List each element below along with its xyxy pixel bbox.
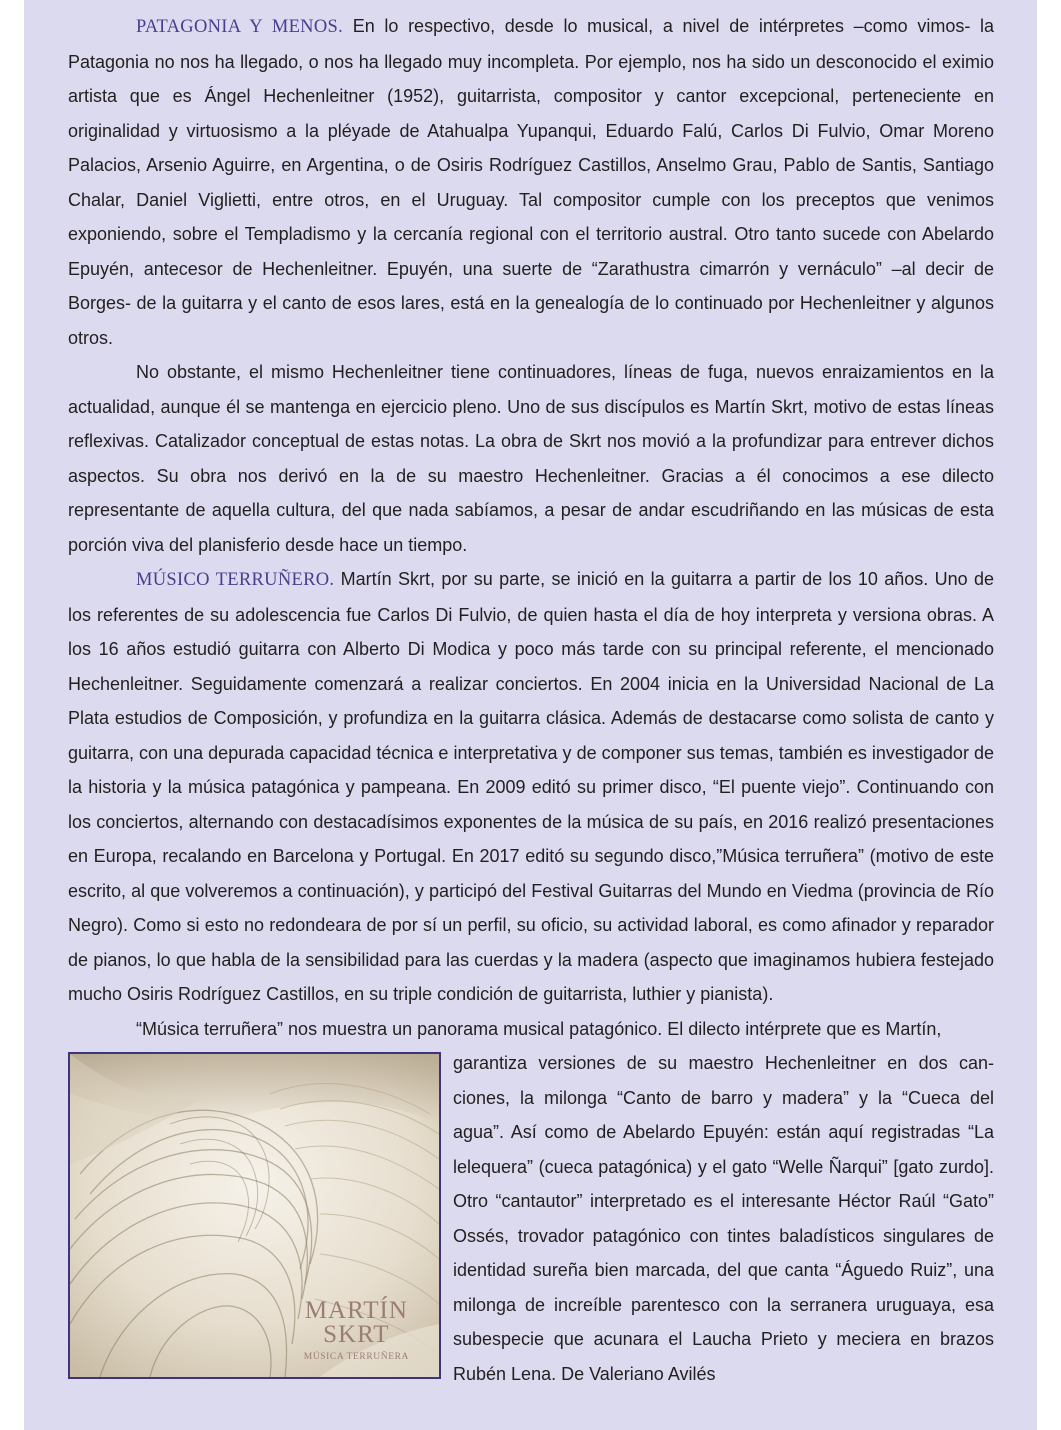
paragraph-musico-terrunero-text: Martín Skrt, por su parte, se inició en la guitarra a partir de los 10 años. Uno de los referentes de su adolescencia fue Carlos Di Fulvio, de quien hasta el día de hoy interpreta y versiona obras. A los 16 años estudió guitarra con Alberto Di Modica y poco más tarde con su principal referente, el mencionado Hechenleitner. Seguidamente comenzará a realizar conciertos. En 2004 inicia en la Universidad Nacional de La Plata estudios de Composición, y profundiza en la guitarra clásica. Además de destacarse como solista de canto y guitarra, con una depurada capacidad técnica e interpretativa y de componer sus temas, también es investigador de la historia y la música patagónica y pampeana. En 2009 editó su primer disco, “El puente viejo”. Continuando con los conciertos, alternando con destacadísimos exponentes de la música de su país, en 2016 realizó presentaciones en Europa, recalando en Barcelona y Portugal. En 2017 editó su segundo disco,”Música terruñera” (motivo de este escrito, al que volveremos a continuación), y participó del Festival Guitarras del Mundo en Viedma (provincia de Río Negro). Como si esto no redondeara de por sí un perfil, su oficio, su actividad laboral, es como afinador y reparador de pianos, lo que habla de la sensibilidad para las cuerdas y la madera (aspecto que imaginamos hubiera festejado mucho Osiris Rodríguez Castillos, en su triple condición de guitarrista, luthier y pianista). xyxy=(68,569,994,1004)
paragraph-musico-terrunero xyxy=(68,562,994,1012)
section-title-patagonia: PATAGONIA Y MENOS. xyxy=(136,17,344,37)
page xyxy=(24,0,1037,1430)
section-title-musico-terrunero: MÚSICO TERRUÑERO. xyxy=(136,570,335,590)
paragraph-patagonia-text: En lo respectivo, desde lo musical, a nivel de intérpretes –como vimos- la Patagonia no nos ha llegado, o nos ha llegado muy incompleta. Por ejemplo, nos ha sido un desconocido el eximio artista que es Ángel Hechenleitner (1952), guitarrista, compositor y cantor excepcional, perteneciente en originalidad y virtuosismo a la pléyade de Atahualpa Yupanqui, Eduardo Falú, Carlos Di Fulvio, Omar Moreno Palacios, Arsenio Aguirre, en Argentina, o de Osiris Rodríguez Castillos, Anselmo Grau, Pablo de Santis, Santiago Chalar, Daniel Viglietti, entre otros, en el Uruguay. Tal compositor cumple con los preceptos que venimos exponiendo, sobre el Templadismo y la cercanía regional con el territorio austral. Otro tanto sucede con Abelardo Epuyén, antecesor de Hechenleitner. Epuyén, una suerte de “Zarathustra cimarrón y vernáculo” –al decir de Borges- de la guitarra y el canto de esos lares, está en la genealogía de lo continuado por Hechenleitner y algunos otros. xyxy=(68,16,994,348)
album-cover-text xyxy=(304,1299,409,1363)
paragraph-closing-first-line: “Música terruñera” nos muestra un panorama musical patagónico. El dilecto intérprete que es Martín, xyxy=(136,1018,942,1039)
album-artist-last-name: SKRT xyxy=(323,1321,390,1348)
album-artist-first-name: MARTÍN xyxy=(304,1297,408,1324)
album-cover-image xyxy=(68,1052,441,1379)
article-body xyxy=(68,9,994,1391)
album-title: MÚSICA TERRUÑERA xyxy=(303,1352,409,1362)
paragraph-continuadores: No obstante, el mismo Hechenleitner tiene continuadores, líneas de fuga, nuevos enraizamientos en la actualidad, aunque él se mantenga en ejercicio pleno. Uno de sus discípulos es Martín Skrt, motivo de estas líneas reflexivas. Catalizador conceptual de estas notas. La obra de Skrt nos movió a la profundizar para entrever dichos aspectos. Su obra nos derivó en la de su maestro Hechenleitner. Gracias a él conocimos a ese dilecto representante de aquella cultura, del que nada sabíamos, a pesar de andar escudriñando en las músicas de esta porción viva del planisferio desde hace un tiempo. xyxy=(68,362,994,555)
paragraph-closing-rest: garantiza versiones de su maestro Hechenleitner en dos canciones, la milonga “Canto de barro y madera” y la “Cueca del agua”. Así como de Abelardo Epuyén: están aquí registradas “La lelequera” (cueca patagónica) y el gato “Welle Ñarqui” [gato zurdo]. Otro “cantautor” interpretado es el interesante Héctor Raúl “Gato” Ossés, trovador patagónico con tintes baladísticos singulares de identidad sureña bien marcada, del que canta “Águedo Ruiz”, una milonga de increíble parentesco con la serranera uruguaya, esa subespecie que acunara el Laucha Prieto y meciera en brazos Rubén Lena. De Valeriano Avilés xyxy=(453,1053,994,1384)
paragraph-patagonia xyxy=(68,9,994,355)
